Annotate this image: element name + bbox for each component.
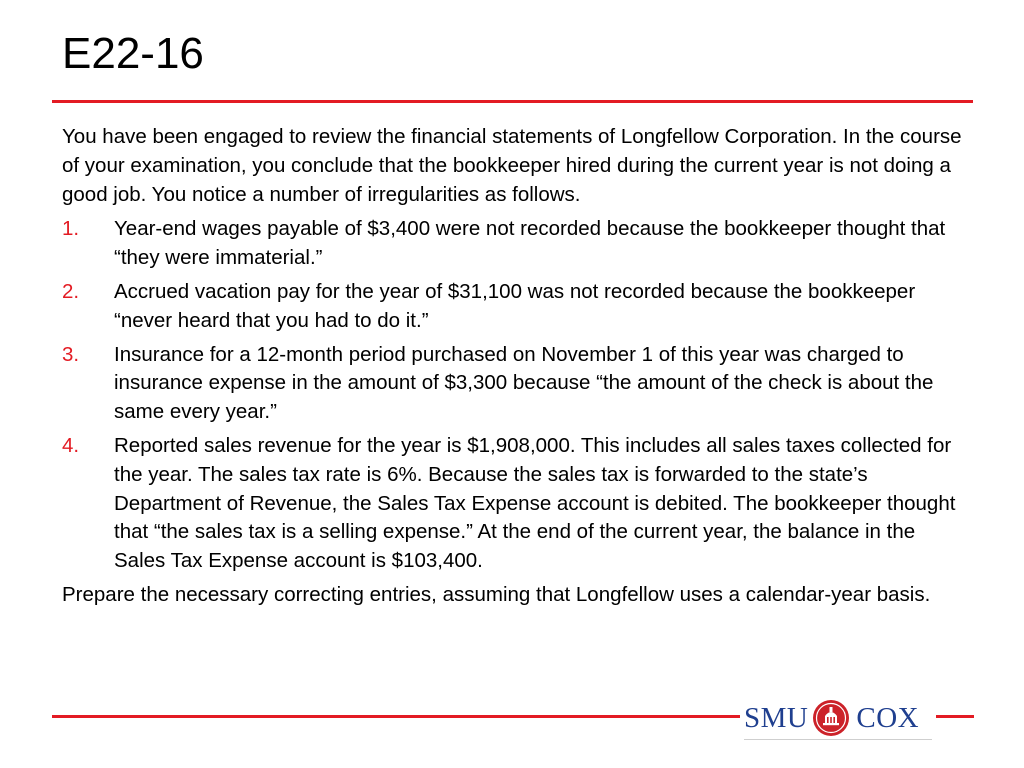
logo-word-smu: SMU [744,702,809,734]
list-item [62,215,972,273]
footer-divider-right [936,715,974,718]
list-item-text: Year-end wages payable of $3,400 were not recorded because the bookkeeper thought that “they were immaterial.” [114,217,946,270]
list-item-number: 4. [62,433,80,457]
list-item-text: Accrued vacation pay for the year of $31,100 was not recorded because the bookkeeper “never heard that you had to do it.” [114,279,916,332]
list-item-text: Reported sales revenue for the year is $1,908,000. This includes all sales taxes collected for the year. The sales tax rate is 6%. Because the sales tax is forwarded to the state’s Department of Revenue, the Sales Tax Expense account is debited. The bookkeeper thought that “the sales tax is a selling expense.” At the end of the current year, the balance in the Sales Tax Expense account is $103,400. [114,433,956,573]
list-item [62,278,972,336]
list-item-text: Insurance for a 12-month period purchased on November 1 of this year was charged to insurance expense in the amount of $3,300 because “the amount of the check is about the same every year.” [114,342,934,424]
smu-seal-icon [812,699,850,737]
smu-cox-logo [744,697,934,739]
list-item [62,432,972,576]
slide-title: E22-16 [62,29,204,78]
list-item-number: 3. [62,342,80,366]
logo-underline [744,739,932,740]
list-item-number: 1. [62,217,80,241]
list-item [62,341,972,427]
intro-paragraph: You have been engaged to review the financial statements of Longfellow Corporation. In the course of your examination, you conclude that the bookkeeper hired during the current year is not doing a good job. You notice a number of irregularities as follows. [62,125,962,206]
closing-paragraph: Prepare the necessary correcting entries, assuming that Longfellow uses a calendar-year basis. [62,582,931,606]
list-item-number: 2. [62,279,80,303]
logo-word-cox: COX [856,702,920,734]
footer-divider-left [52,715,740,718]
title-divider [52,100,973,103]
slide-body [62,123,972,616]
